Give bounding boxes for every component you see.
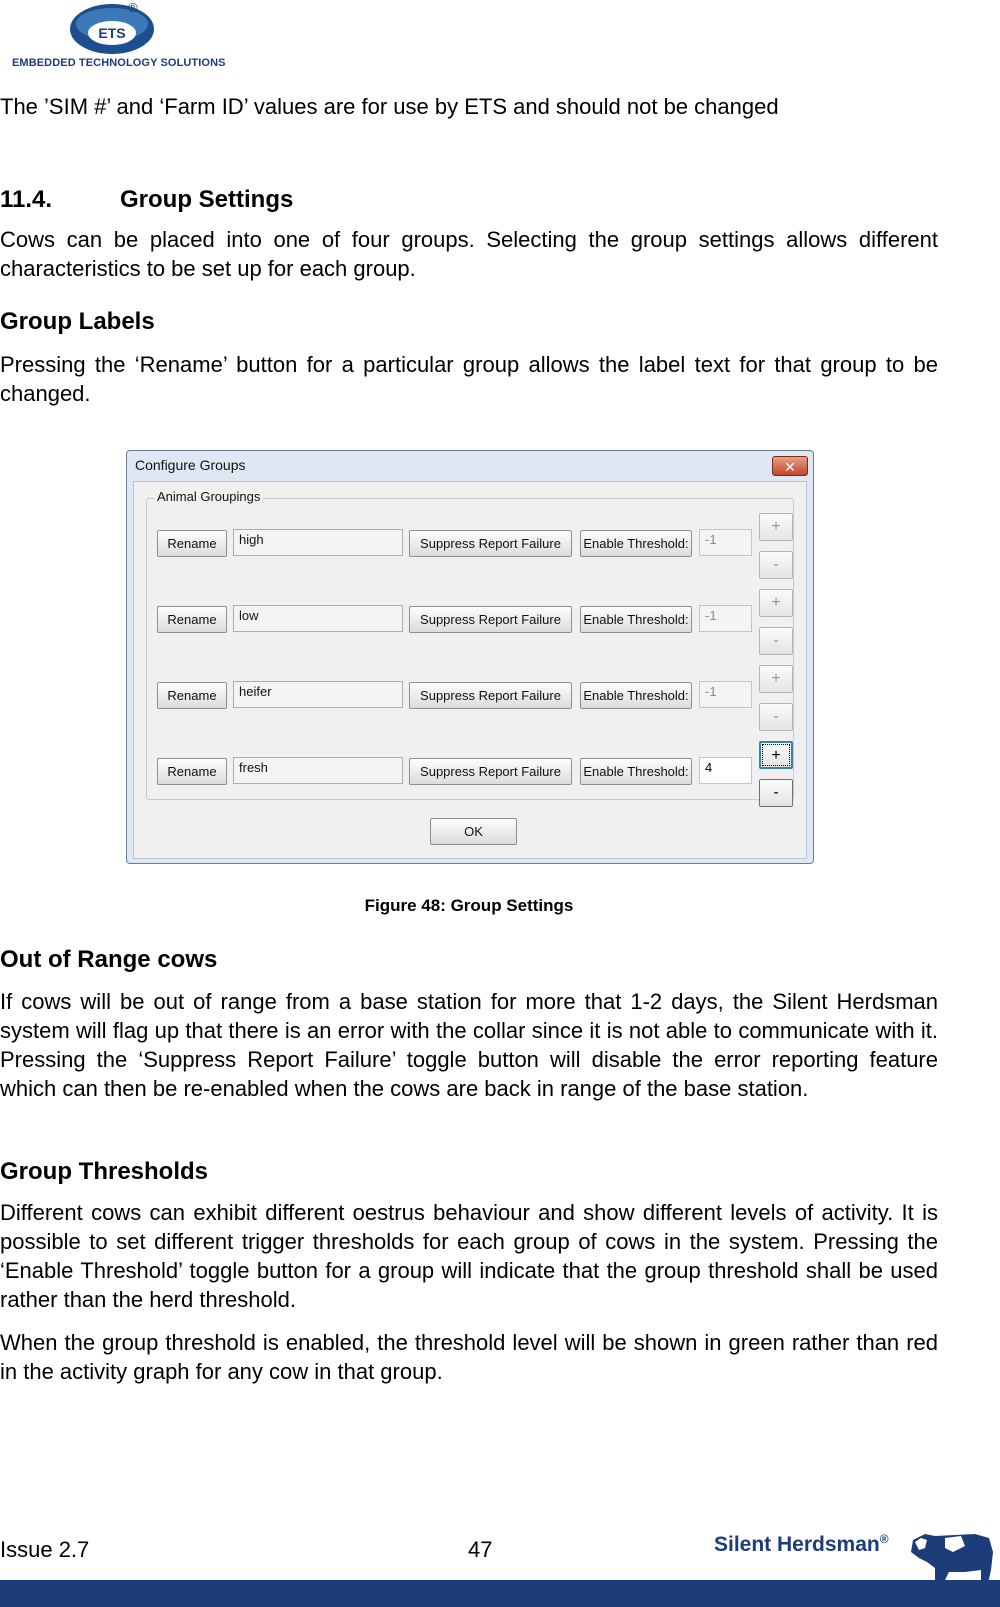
suppress-button-fresh[interactable]: Suppress Report Failure xyxy=(409,758,572,785)
logo-registered: ® xyxy=(128,0,138,15)
section-number: 11.4. xyxy=(0,186,53,213)
out-of-range-body: If cows will be out of range from a base station for more that 1-2 days, the Silent Herdsman system will flag up that there is an error with the collar since it is not able to communicate with it. Pressing the ‘Suppress Report Failure’ toggle button will disable the error reporting feature which can then be re-enabled when the cows are back in range of the base station. xyxy=(0,989,938,1101)
page-number: 47 xyxy=(468,1537,493,1562)
threshold-value-high[interactable]: -1 xyxy=(699,529,752,556)
dialog-body xyxy=(133,481,807,859)
suppress-button-high[interactable]: Suppress Report Failure xyxy=(409,530,572,557)
group-labels-heading: Group Labels xyxy=(0,308,155,335)
group-name-low[interactable]: low xyxy=(233,605,403,632)
plus-button-low[interactable]: + xyxy=(759,589,793,617)
dialog-title: Configure Groups xyxy=(135,457,246,473)
section-body: Cows can be placed into one of four groups. Selecting the group settings allows different characteristics to be set up for each group. xyxy=(0,227,938,281)
out-of-range-heading: Out of Range cows xyxy=(0,946,218,973)
group-thresholds-body-1: Different cows can exhibit different oestrus behaviour and show different levels of activity. It is possible to set different trigger thresholds for each group of cows in the system. Pressing the ‘Enable Threshold’ toggle button for a group will indicate that the group threshold shall be used rather than the herd threshold. xyxy=(0,1200,938,1312)
footer-bar xyxy=(0,1580,1000,1607)
minus-button-high[interactable]: - xyxy=(759,551,793,579)
threshold-value-low[interactable]: -1 xyxy=(699,605,752,632)
rename-button-heifer[interactable]: Rename xyxy=(157,682,227,709)
enable-threshold-button-heifer[interactable]: Enable Threshold: xyxy=(580,682,692,709)
plus-button-high[interactable]: + xyxy=(759,513,793,541)
suppress-button-heifer[interactable]: Suppress Report Failure xyxy=(409,682,572,709)
plus-button-heifer[interactable]: + xyxy=(759,665,793,693)
group-thresholds-heading: Group Thresholds xyxy=(0,1158,209,1185)
enable-threshold-button-low[interactable]: Enable Threshold: xyxy=(580,606,692,633)
minus-button-heifer[interactable]: - xyxy=(759,703,793,731)
threshold-value-fresh[interactable]: 4 xyxy=(699,757,752,784)
plus-button-fresh[interactable]: + xyxy=(759,741,793,769)
figure-caption: Figure 48: Group Settings xyxy=(364,896,574,915)
threshold-value-heifer[interactable]: -1 xyxy=(699,681,752,708)
logo-mark-text: ETS xyxy=(98,25,126,41)
group-thresholds-body-2: When the group threshold is enabled, the threshold level will be shown in green rather than red in the activity graph for any cow in that group. xyxy=(0,1330,938,1384)
configure-groups-dialog xyxy=(126,450,814,864)
brand-name: Silent Herdsman xyxy=(714,1533,880,1556)
groupbox-label: Animal Groupings xyxy=(154,489,263,504)
ok-button[interactable]: OK xyxy=(430,818,517,845)
silent-herdsman-brand xyxy=(714,1532,889,1557)
rename-button-high[interactable]: Rename xyxy=(157,530,227,557)
group-name-high[interactable]: high xyxy=(233,529,403,556)
ets-logo-icon xyxy=(68,2,156,56)
minus-button-fresh[interactable]: - xyxy=(759,779,793,807)
group-name-fresh[interactable]: fresh xyxy=(233,757,403,784)
rename-button-low[interactable]: Rename xyxy=(157,606,227,633)
group-name-heifer[interactable]: heifer xyxy=(233,681,403,708)
section-title: Group Settings xyxy=(120,186,294,213)
group-labels-body: Pressing the ‘Rename’ button for a particular group allows the label text for that group to be changed. xyxy=(0,352,938,406)
enable-threshold-button-high[interactable]: Enable Threshold: xyxy=(580,530,692,557)
rename-button-fresh[interactable]: Rename xyxy=(157,758,227,785)
brand-registered: ® xyxy=(879,1532,889,1546)
close-icon[interactable]: ✕ xyxy=(772,456,808,476)
intro-text: The ’SIM #’ and ‘Farm ID’ values are for use by ETS and should not be changed xyxy=(0,94,779,119)
issue-number: Issue 2.7 xyxy=(0,1537,90,1562)
enable-threshold-button-fresh[interactable]: Enable Threshold: xyxy=(580,758,692,785)
logo-text: EMBEDDED TECHNOLOGY SOLUTIONS xyxy=(12,57,226,69)
suppress-button-low[interactable]: Suppress Report Failure xyxy=(409,606,572,633)
minus-button-low[interactable]: - xyxy=(759,627,793,655)
